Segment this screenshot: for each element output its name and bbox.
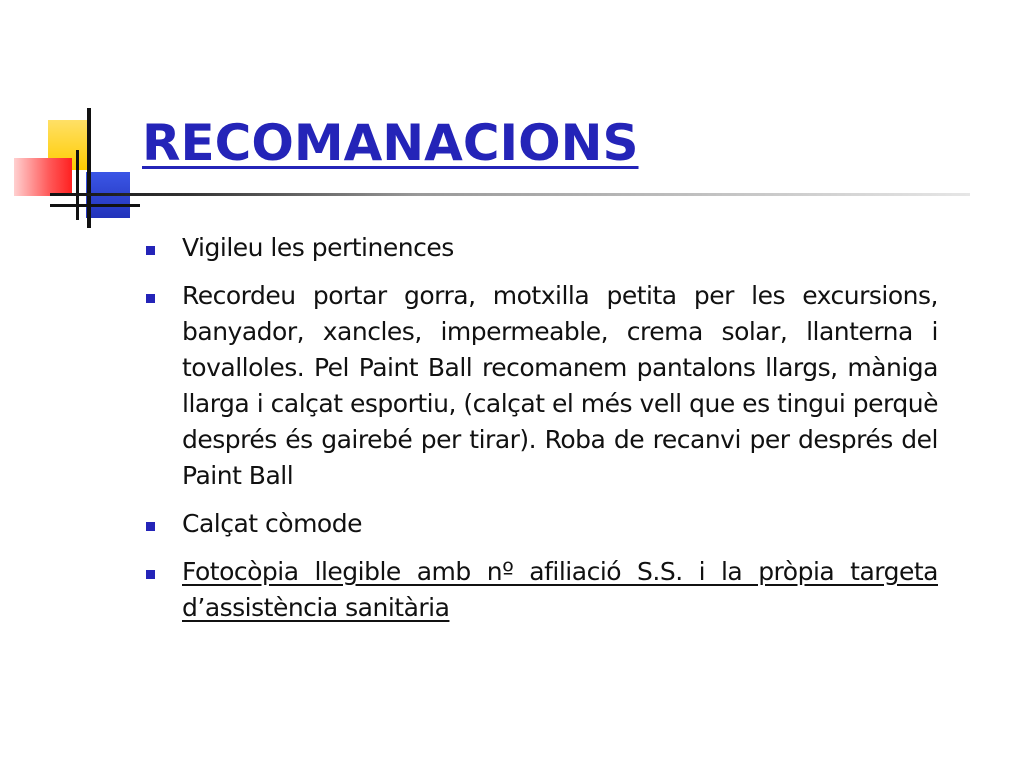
logo-red-block [14,158,72,196]
square-bullet-icon [146,522,155,531]
square-bullet-icon [146,570,155,579]
bullet-text: Calçat còmode [182,509,362,538]
logo-vertical-line [87,108,91,228]
bullet-item [142,278,938,494]
square-bullet-icon [146,246,155,255]
bullet-item [142,554,938,626]
slide-title: RECOMANACIONS [142,114,639,172]
logo-horizontal-line [50,204,140,207]
bullet-text: Fotocòpia llegible amb nº afiliació S.S. i la pròpia targeta d’assistència sanitària [182,557,938,622]
title-divider-line [50,193,970,196]
bullet-list [142,230,938,638]
bullet-text: Recordeu portar gorra, motxilla petita per les excursions, banyador, xancles, impermeable, crema solar, llanterna i tovalloles. Pel Paint Ball recomanem pantalons llargs, màniga llarga i calçat esportiu, (calçat el més vell que es tingui perquè després és gairebé per tirar). Roba de recanvi per després del Paint Ball [182,281,938,490]
square-bullet-icon [146,294,155,303]
bullet-item [142,230,938,266]
bullet-text: Vigileu les pertinences [182,233,454,262]
logo-vertical-line-short [76,150,79,220]
bullet-item [142,506,938,542]
